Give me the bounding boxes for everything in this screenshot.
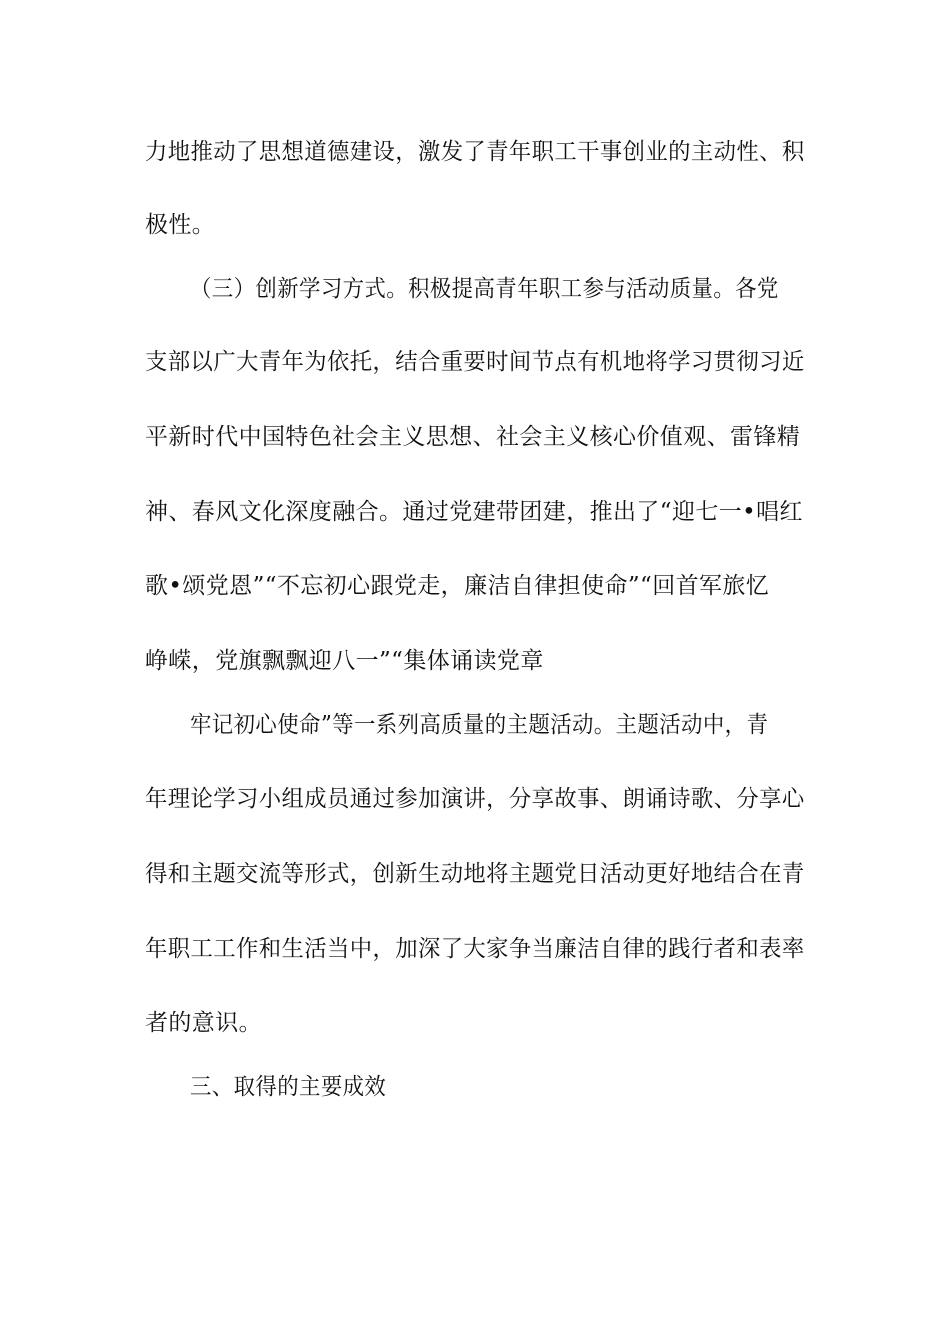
paragraph-line-9: 牢记初心使命”等一系列高质量的主题活动。主题活动中，青: [190, 712, 769, 738]
section-heading: 三、取得的主要成效: [190, 1074, 387, 1100]
paragraph-line-10: 年理论学习小组成员通过参加演讲，分享故事、朗诵诗歌、分享心: [145, 786, 805, 812]
paragraph-line-8: 峥嵘，党旗飘飘迎八一”“集体诵读党章: [145, 648, 544, 674]
paragraph-line-2: 极性。: [145, 212, 216, 238]
paragraph-line-6: 神、春风文化深度融合。通过党建带团建，推出了“迎七一•唱红: [145, 499, 803, 525]
paragraph-line-13: 者的意识。: [145, 1010, 262, 1036]
paragraph-line-1: 力地推动了思想道德建设，激发了青年职工干事创业的主动性、积: [145, 139, 805, 165]
paragraph-line-7: 歌•颂党恩”“不忘初心跟党走，廉洁自律担使命”“回首军旅忆: [145, 573, 770, 599]
paragraph-line-11: 得和主题交流等形式，创新生动地将主题党日活动更好地结合在青: [145, 861, 805, 887]
paragraph-line-4: 支部以广大青年为依托，结合重要时间节点有机地将学习贯彻习近: [145, 349, 805, 375]
paragraph-line-5: 平新时代中国特色社会主义思想、社会主义核心价值观、雷锋精: [145, 424, 801, 450]
paragraph-line-12: 年职工工作和生活当中，加深了大家争当廉洁自律的践行者和表率: [145, 936, 805, 962]
paragraph-line-3: （三）创新学习方式。积极提高青年职工参与活动质量。各党: [190, 276, 779, 302]
